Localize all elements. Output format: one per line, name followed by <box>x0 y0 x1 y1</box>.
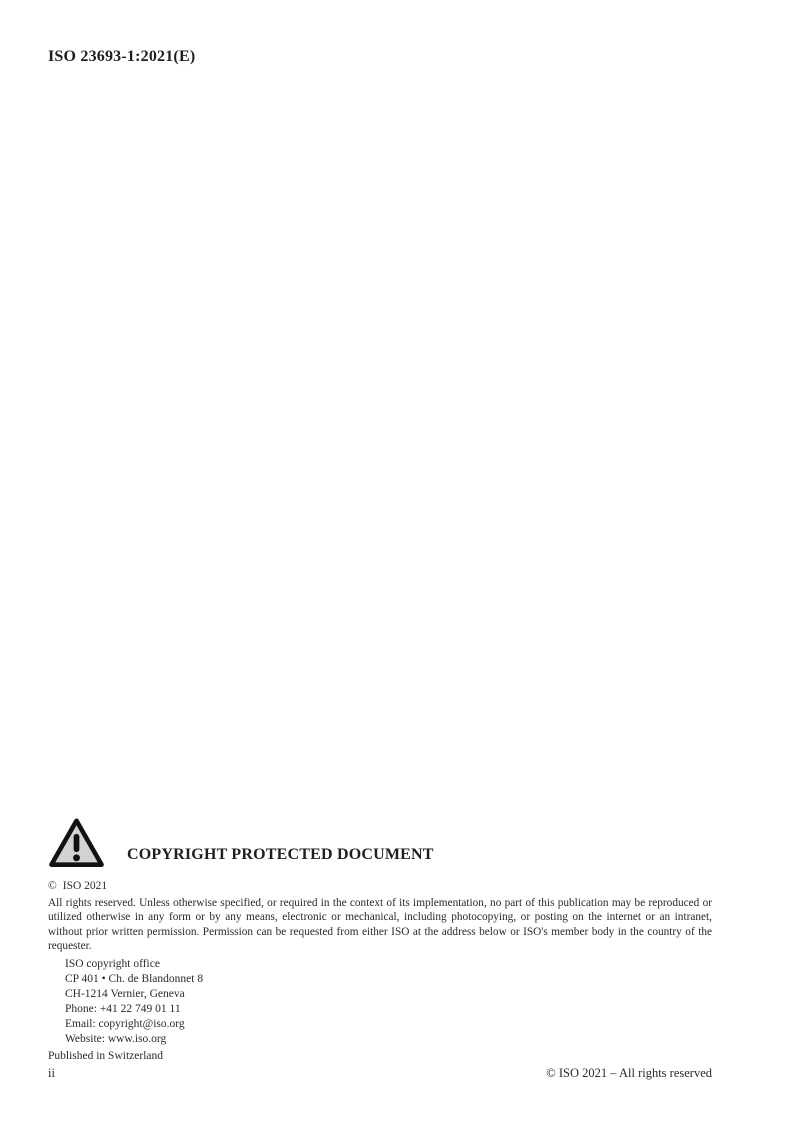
copyright-banner <box>48 814 712 872</box>
copyright-notice-paragraph: All rights reserved. Unless otherwise specified, or required in the context of its implementation, no part of this publication may be reproduced or utilized otherwise in any form or by any means, electronic or mechanical, including photocopying, or posting on the internet or an intranet, without prior written permission. Permission can be requested from either ISO at the address below or ISO's member body in the country of the requester. <box>48 897 712 953</box>
page-number: ii <box>48 1066 55 1080</box>
copyright-banner-title: COPYRIGHT PROTECTED DOCUMENT <box>127 846 434 863</box>
page-footer <box>48 1066 712 1081</box>
copyright-year-line <box>48 880 712 892</box>
address-line-city: CH-1214 Vernier, Geneva <box>65 988 185 1001</box>
copyright-symbol: © <box>48 880 57 892</box>
warning-triangle-icon <box>48 814 105 872</box>
document-id-header: ISO 23693-1:2021(E) <box>48 48 196 65</box>
footer-rights-notice: © ISO 2021 – All rights reserved <box>546 1066 712 1080</box>
address-line-email: Email: copyright@iso.org <box>65 1018 185 1031</box>
copyright-section <box>48 814 712 1062</box>
published-in-line: Published in Switzerland <box>48 1050 163 1062</box>
copyright-year: ISO 2021 <box>62 880 108 892</box>
iso-address-block <box>65 957 712 1047</box>
address-line-phone: Phone: +41 22 749 01 11 <box>65 1003 181 1016</box>
address-line-street: CP 401 • Ch. de Blandonnet 8 <box>65 973 204 986</box>
address-line-office: ISO copyright office <box>65 958 160 971</box>
address-line-website: Website: www.iso.org <box>65 1033 167 1046</box>
